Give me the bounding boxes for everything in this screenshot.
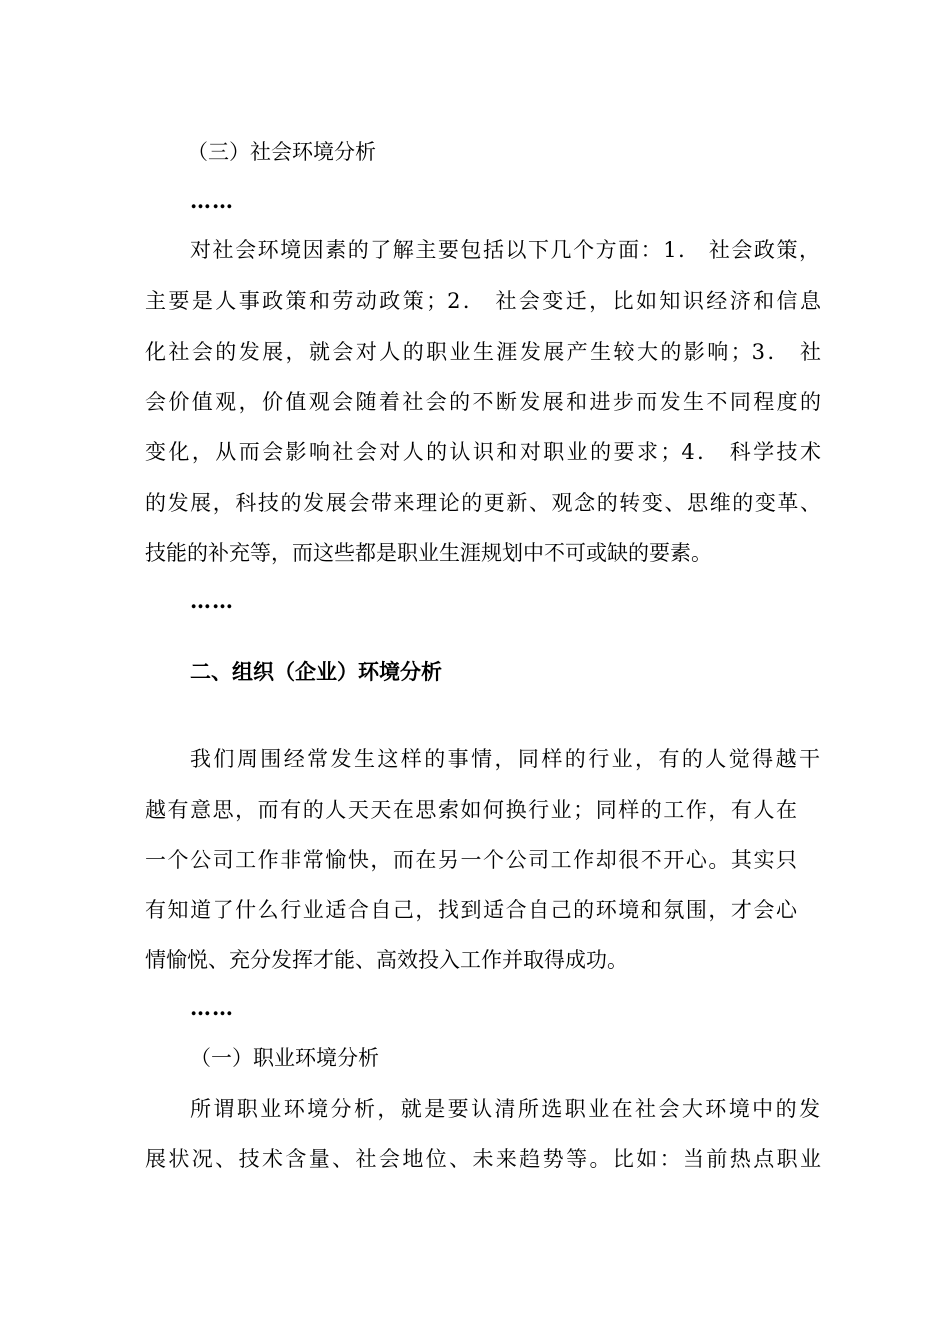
ellipsis-marker: …… — [190, 995, 234, 1020]
paragraph-line: 情愉悦、充分发挥才能、高效投入工作并取得成功。 — [145, 948, 628, 972]
paragraph-line: 所谓职业环境分析，就是要认清所选职业在社会大环境中的发 — [190, 1097, 820, 1121]
ellipsis-marker: …… — [190, 588, 234, 613]
paragraph-line: 主要是人事政策和劳动政策；2． 社会变迁，比如知识经济和信息 — [145, 289, 821, 313]
paragraph-line: 越有意思，而有的人天天在思索如何换行业；同样的工作，有人在 — [145, 798, 797, 822]
paragraph-line: 对社会环境因素的了解主要包括以下几个方面：1． 社会政策， — [190, 238, 820, 262]
paragraph-line: 会价值观，价值观会随着社会的不断发展和进步而发生不同程度的 — [145, 390, 821, 414]
section-heading-organization-environment: 二、组织（企业）环境分析 — [190, 659, 442, 684]
paragraph-line: 化社会的发展，就会对人的职业生涯发展产生较大的影响；3． 社 — [145, 340, 821, 364]
paragraph-line: 技能的补充等，而这些都是职业生涯规划中不可或缺的要素。 — [145, 541, 712, 565]
section-heading-social-environment: （三）社会环境分析 — [187, 140, 376, 164]
paragraph-line: 的发展，科技的发展会带来理论的更新、观念的转变、思维的变革、 — [145, 491, 821, 515]
paragraph-line: 一个公司工作非常愉快，而在另一个公司工作却很不开心。其实只 — [145, 848, 797, 872]
section-heading-occupation-environment: （一）职业环境分析 — [190, 1046, 379, 1070]
paragraph-line: 有知道了什么行业适合自己，找到适合自己的环境和氛围，才会心 — [145, 898, 797, 922]
paragraph-line: 展状况、技术含量、社会地位、未来趋势等。比如：当前热点职业 — [145, 1147, 821, 1171]
paragraph-line: 我们周围经常发生这样的事情，同样的行业，有的人觉得越干 — [190, 747, 820, 771]
paragraph-line: 变化，从而会影响社会对人的认识和对职业的要求；4． 科学技术 — [145, 440, 821, 464]
ellipsis-marker: …… — [190, 188, 234, 213]
